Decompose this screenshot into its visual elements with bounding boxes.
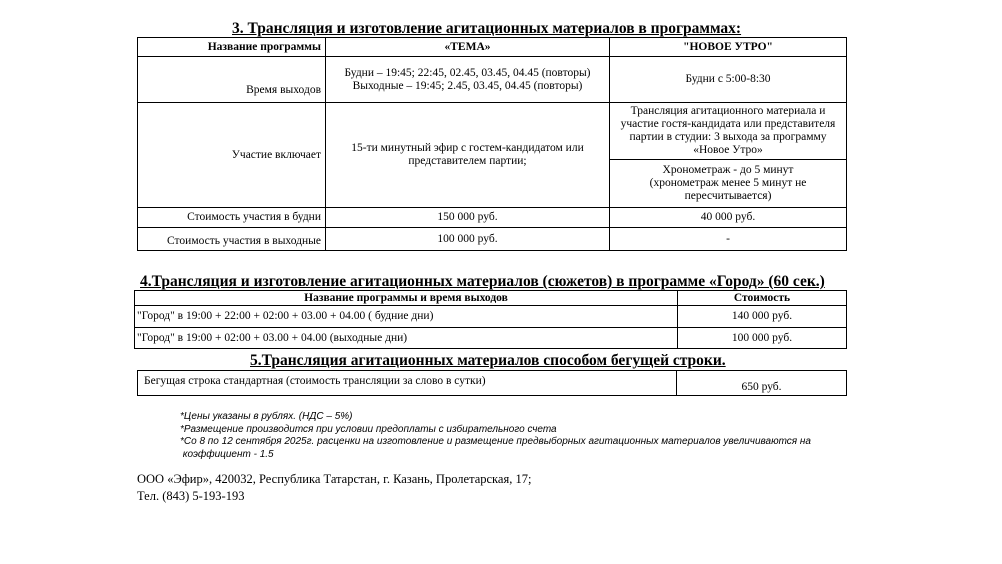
section4-header-row (135, 291, 847, 306)
weekend-price-utro: - (610, 228, 847, 251)
note-prepayment: *Размещение производится при условии предоплаты с избирательного счета (180, 423, 557, 435)
participation-label: Участие включает (138, 103, 326, 208)
weekday-price-utro: 40 000 руб. (610, 208, 847, 228)
airtime-label: Время выходов (138, 57, 326, 103)
ticker-row (138, 371, 847, 396)
airtime-tema-weekends: Выходные – 19:45; 2.45, 03.45, 04.45 (повторы) (352, 79, 583, 92)
weekday-price-row (138, 208, 847, 228)
ticker-price: 650 руб. (677, 371, 847, 396)
company-footer (137, 471, 531, 505)
note-price-increase: *Со 8 по 12 сентября 2025г. расценки на изготовление и размещение предвыборных агитационных материалов увеличиваются на (180, 436, 811, 447)
gorod-weekend-row (135, 328, 847, 349)
section3-table (137, 37, 847, 251)
company-phone: Тел. (843) 5-193-193 (137, 489, 245, 503)
section5-table (137, 370, 847, 396)
weekend-price-label: Стоимость участия в выходные (138, 228, 326, 251)
airtime-row (138, 57, 847, 103)
section4-heading: 4.Трансляция и изготовление агитационных материалов (сюжетов) в программе «Город» (60 сек.) (140, 273, 825, 290)
header-cost: Стоимость (678, 291, 847, 306)
participation-row-top (138, 103, 847, 160)
participation-utro-bottom: Хронометраж - до 5 минут (хронометраж менее 5 минут не пересчитывается) (610, 160, 847, 208)
weekend-price-row (138, 228, 847, 251)
weekday-price-label: Стоимость участия в будни (138, 208, 326, 228)
gorod-weekday-row (135, 306, 847, 328)
header-tema: «ТЕМА» (326, 38, 610, 57)
weekend-price-tema: 100 000 руб. (326, 228, 610, 251)
section3-heading: 3. Трансляция и изготовление агитационных материалов в программах: (232, 20, 742, 37)
gorod-weekend-price: 100 000 руб. (678, 328, 847, 349)
gorod-weekday-name: "Город" в 19:00 + 22:00 + 02:00 + 03.00 + 04.00 ( будние дни) (135, 306, 678, 328)
participation-utro-top: Трансляция агитационного материала и участие гостя-кандидата или представителя партии в студии: 3 выхода за программу «Новое Утро» (610, 103, 847, 160)
header-program-name: Название программы (138, 38, 326, 57)
gorod-weekend-name: "Город" в 19:00 + 02:00 + 03.00 + 04.00 (выходные дни) (135, 328, 678, 349)
weekday-price-tema: 150 000 руб. (326, 208, 610, 228)
airtime-tema-weekdays: Будни – 19:45; 22:45, 02.45, 03.45, 04.45 (повторы) (344, 66, 591, 79)
note-vat: *Цены указаны в рублях. (НДС – 5%) (180, 411, 353, 422)
section5-heading: 5.Трансляция агитационных материалов способом бегущей строки. (250, 352, 726, 369)
section4-table (134, 290, 847, 349)
participation-tema: 15-ти минутный эфир с гостем-кандидатом или представителем партии; (326, 103, 610, 208)
header-program-time: Название программы и время выходов (135, 291, 678, 306)
company-address: ООО «Эфир», 420032, Республика Татарстан, г. Казань, Пролетарская, 17; (137, 472, 532, 486)
header-novoe-utro: "НОВОЕ УТРО" (610, 38, 847, 57)
section3-header-row (138, 38, 847, 57)
airtime-utro: Будни с 5:00-8:30 (610, 57, 847, 103)
notes (180, 411, 811, 461)
airtime-tema (326, 57, 610, 103)
ticker-name: Бегущая строка стандартная (стоимость трансляции за слово в сутки) (138, 371, 677, 396)
note-coefficient: коэффициент - 1.5 (180, 448, 274, 460)
gorod-weekday-price: 140 000 руб. (678, 306, 847, 328)
